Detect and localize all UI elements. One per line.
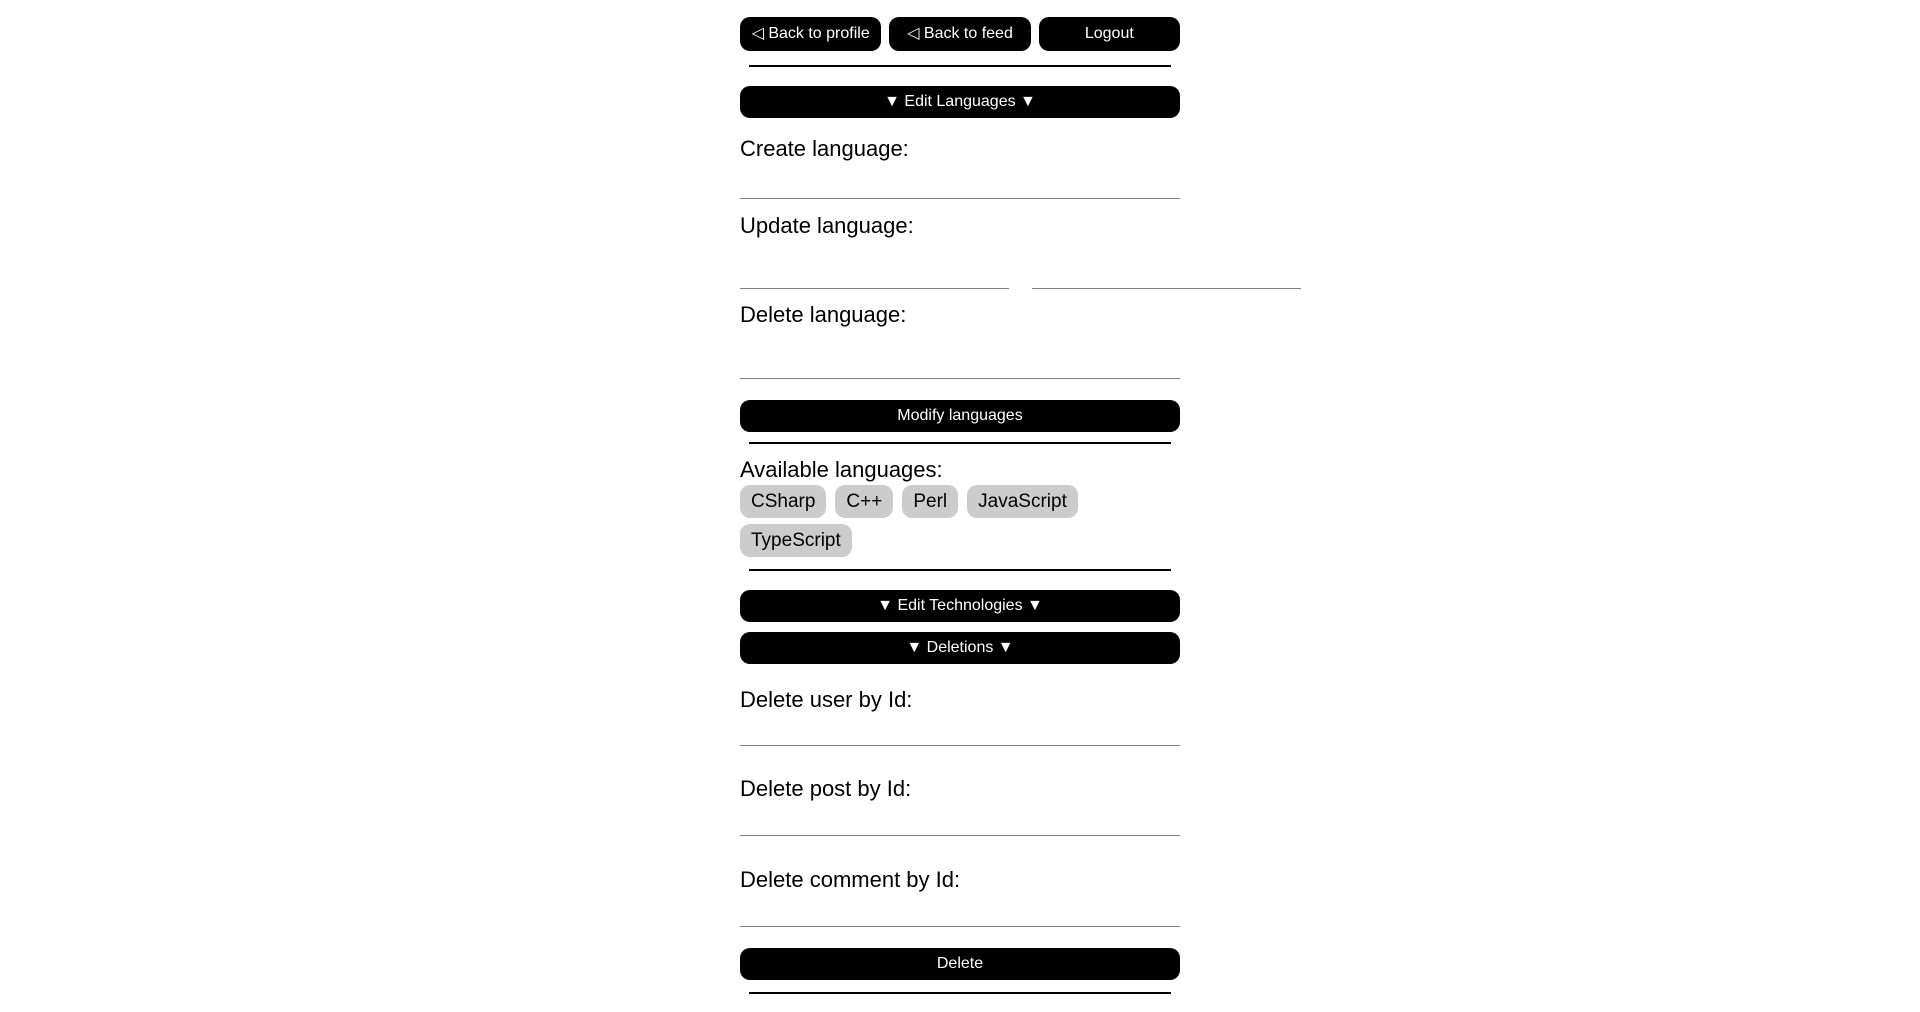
edit-languages-toggle[interactable]: ▼ Edit Languages ▼ xyxy=(740,86,1180,118)
language-chip: Perl xyxy=(902,485,958,518)
logout-button[interactable]: Logout xyxy=(1039,17,1180,51)
back-to-feed-button[interactable]: ◁ Back to feed xyxy=(889,17,1030,51)
divider xyxy=(749,992,1171,994)
back-to-profile-button[interactable]: ◁ Back to profile xyxy=(740,17,881,51)
divider xyxy=(749,65,1171,67)
update-language-old-input[interactable] xyxy=(740,239,1009,289)
delete-language-input[interactable] xyxy=(740,327,1180,379)
available-languages-label: Available languages: xyxy=(740,456,943,482)
delete-comment-by-id-label: Delete comment by Id: xyxy=(740,866,961,892)
delete-post-by-id-label: Delete post by Id: xyxy=(740,776,912,802)
language-chip: TypeScript xyxy=(740,524,852,557)
delete-comment-by-id-input[interactable] xyxy=(740,892,1180,927)
language-chip: JavaScript xyxy=(967,485,1078,518)
delete-user-by-id-label: Delete user by Id: xyxy=(740,687,913,713)
edit-technologies-toggle[interactable]: ▼ Edit Technologies ▼ xyxy=(740,590,1180,622)
top-nav-buttons xyxy=(740,17,1180,51)
deletions-toggle[interactable]: ▼ Deletions ▼ xyxy=(740,632,1180,664)
create-language-label: Create language: xyxy=(740,136,909,161)
divider xyxy=(749,442,1171,444)
delete-language-label: Delete language: xyxy=(740,301,907,327)
update-language-new-input[interactable] xyxy=(1032,239,1301,289)
language-chip: CSharp xyxy=(740,485,826,518)
update-language-label: Update language: xyxy=(740,213,914,239)
delete-button[interactable]: Delete xyxy=(740,948,1180,980)
modify-languages-button[interactable]: Modify languages xyxy=(740,400,1180,432)
update-language-inputs xyxy=(740,239,1180,289)
available-languages-list xyxy=(740,485,1180,557)
create-language-input[interactable] xyxy=(740,161,1180,199)
divider xyxy=(749,569,1171,571)
language-chip: C++ xyxy=(835,485,893,518)
admin-panel xyxy=(740,0,1180,994)
delete-post-by-id-input[interactable] xyxy=(740,802,1180,836)
delete-user-by-id-input[interactable] xyxy=(740,712,1180,746)
